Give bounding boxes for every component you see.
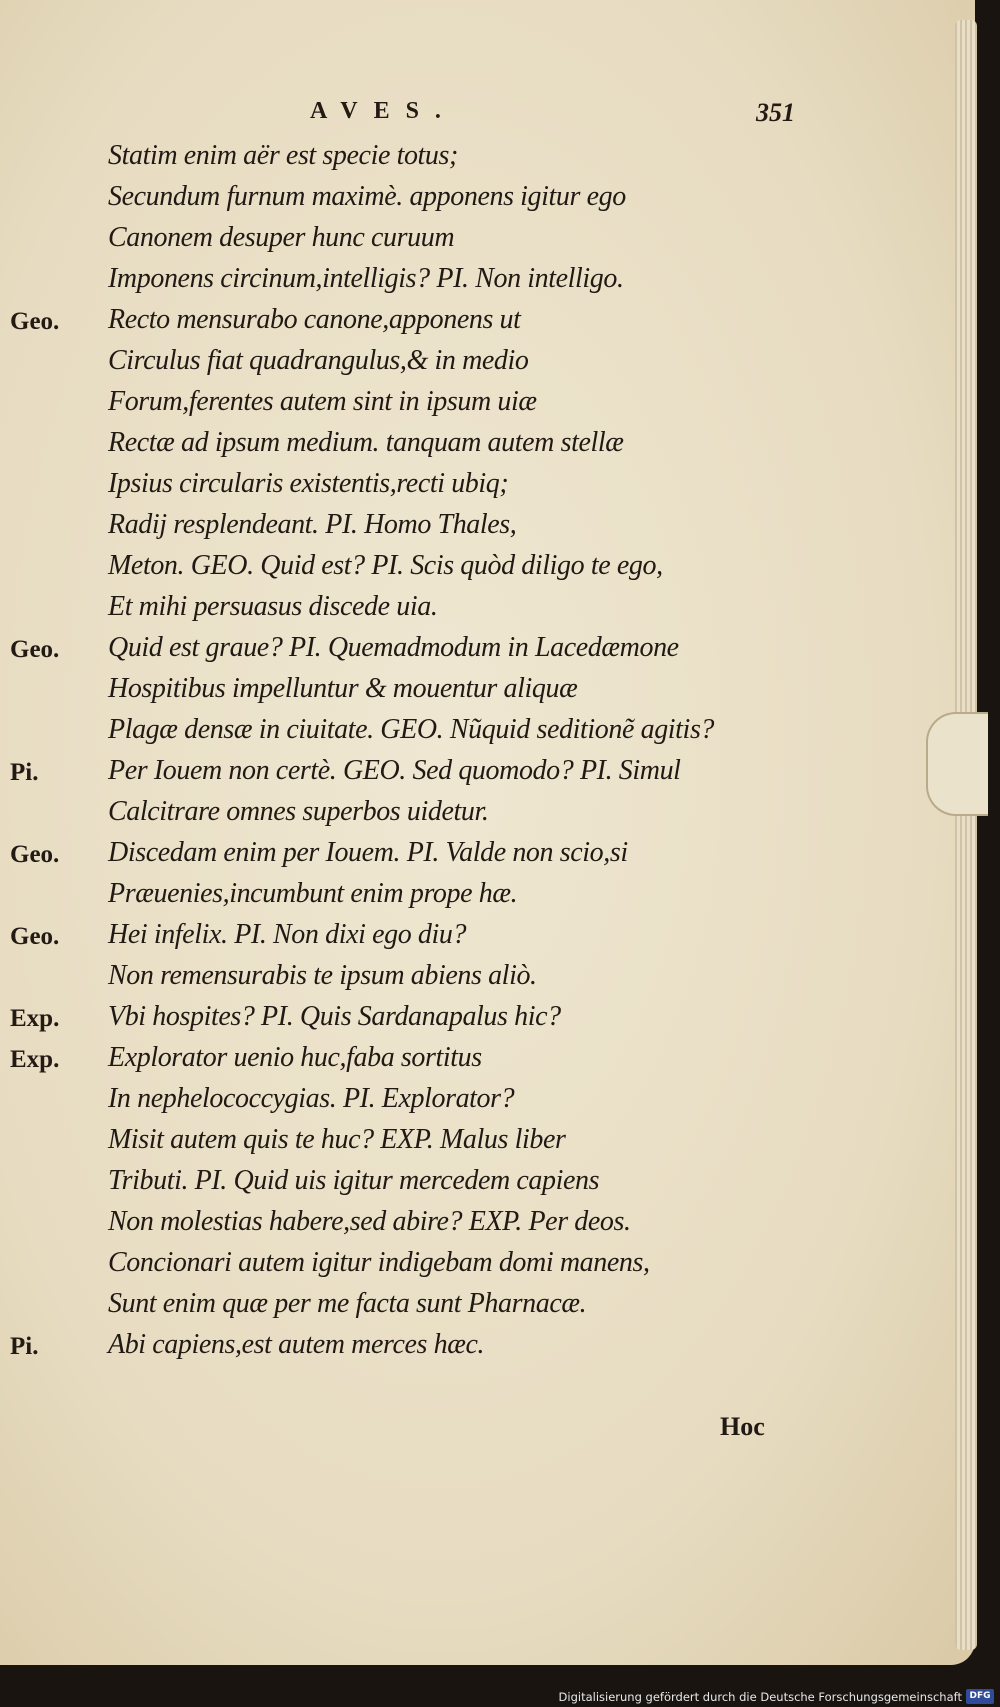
verse-text: Præuenies,incumbunt enim prope hæ.	[108, 878, 518, 909]
verse-text: Non molestias habere,sed abire? EXP. Per deos.	[108, 1206, 631, 1237]
verse-text: Secundum furnum maximè. apponens igitur ego	[108, 181, 626, 212]
verse-text: Radij resplendeant. PI. Homo Thales,	[108, 509, 517, 540]
verse-text: Circulus fiat quadrangulus,& in medio	[108, 345, 529, 376]
running-head: AVES.	[310, 98, 457, 124]
verse-text: Plagæ densæ in ciuitate. GEO. Nũquid seditionẽ agitis?	[108, 714, 715, 745]
verse-text: Vbi hospites? PI. Quis Sardanapalus hic?	[108, 1001, 561, 1032]
verse-line	[0, 714, 960, 755]
verse-line	[0, 755, 960, 796]
verse-text: Hospitibus impelluntur & mouentur aliquæ	[108, 673, 578, 704]
verse-line	[0, 1042, 960, 1083]
verse-line	[0, 263, 960, 304]
verse-text: Quid est graue? PI. Quemadmodum in Lacedæmone	[108, 632, 679, 663]
verse-text: Forum,ferentes autem sint in ipsum uiæ	[108, 386, 537, 417]
page-header	[0, 98, 975, 138]
speaker-label: Geo.	[10, 308, 60, 335]
verse-line	[0, 919, 960, 960]
verse-line	[0, 550, 960, 591]
verse-line	[0, 1124, 960, 1165]
verse-text: Et mihi persuasus discede uia.	[108, 591, 438, 622]
speaker-label: Exp.	[10, 1046, 60, 1073]
verse-line	[0, 1247, 960, 1288]
verse-line	[0, 1001, 960, 1042]
verse-text: Non remensurabis te ipsum abiens aliò.	[108, 960, 537, 991]
catchword: Hoc	[720, 1412, 765, 1441]
verse-line	[0, 140, 960, 181]
speaker-label: Pi.	[10, 1333, 39, 1360]
verse-line	[0, 181, 960, 222]
verse-text: Imponens circinum,intelligis? PI. Non intelligo.	[108, 263, 624, 294]
verse-line	[0, 837, 960, 878]
speaker-label: Pi.	[10, 759, 39, 786]
verse-text: Meton. GEO. Quid est? PI. Scis quòd diligo te ego,	[108, 550, 663, 581]
verse-line	[0, 673, 960, 714]
verse-text: Concionari autem igitur indigebam domi manens,	[108, 1247, 650, 1278]
verse-line	[0, 1083, 960, 1124]
digitization-credit: Digitalisierung gefördert durch die Deutsche Forschungsgemeinschaft	[558, 1690, 962, 1704]
verse-line	[0, 632, 960, 673]
speaker-label: Exp.	[10, 1005, 60, 1032]
page-number: 351	[756, 98, 795, 127]
verse-text: Explorator uenio huc,faba sortitus	[108, 1042, 482, 1073]
verse-text: Statim enim aër est specie totus;	[108, 140, 458, 171]
verse-text: Calcitrare omnes superbos uidetur.	[108, 796, 489, 827]
verse-line	[0, 222, 960, 263]
verse-line	[0, 1329, 960, 1370]
verse-text: Misit autem quis te huc? EXP. Malus liber	[108, 1124, 566, 1155]
verse-line	[0, 591, 960, 632]
verse-text: Rectæ ad ipsum medium. tanquam autem stellæ	[108, 427, 624, 458]
verse-line	[0, 1288, 960, 1329]
verse-line	[0, 386, 960, 427]
verse-line	[0, 345, 960, 386]
verse-line	[0, 509, 960, 550]
verse-line	[0, 468, 960, 509]
verse-text: Ipsius circularis existentis,recti ubiq;	[108, 468, 509, 499]
dfg-logo: DFG	[966, 1689, 994, 1704]
speaker-label: Geo.	[10, 923, 60, 950]
verse-text: Tributi. PI. Quid uis igitur mercedem capiens	[108, 1165, 600, 1196]
verse-text: Per Iouem non certè. GEO. Sed quomodo? PI. Simul	[108, 755, 681, 786]
verse-text: Canonem desuper hunc curuum	[108, 222, 455, 253]
verse-line	[0, 1206, 960, 1247]
speaker-label: Geo.	[10, 636, 60, 663]
verse-line	[0, 960, 960, 1001]
verse-text: Sunt enim quæ per me facta sunt Pharnacæ.	[108, 1288, 587, 1319]
verse-line	[0, 1165, 960, 1206]
verse-line	[0, 796, 960, 837]
verse-text: Hei infelix. PI. Non dixi ego diu?	[108, 919, 467, 950]
verse-line	[0, 304, 960, 345]
verse-text-block	[0, 140, 960, 1370]
verse-text: Recto mensurabo canone,apponens ut	[108, 304, 521, 335]
verse-line	[0, 427, 960, 468]
verse-text: Abi capiens,est autem merces hæc.	[108, 1329, 485, 1360]
speaker-label: Geo.	[10, 841, 60, 868]
verse-line	[0, 878, 960, 919]
verse-text: In nephelococcygias. PI. Explorator?	[108, 1083, 515, 1114]
verse-text: Discedam enim per Iouem. PI. Valde non scio,si	[108, 837, 628, 868]
